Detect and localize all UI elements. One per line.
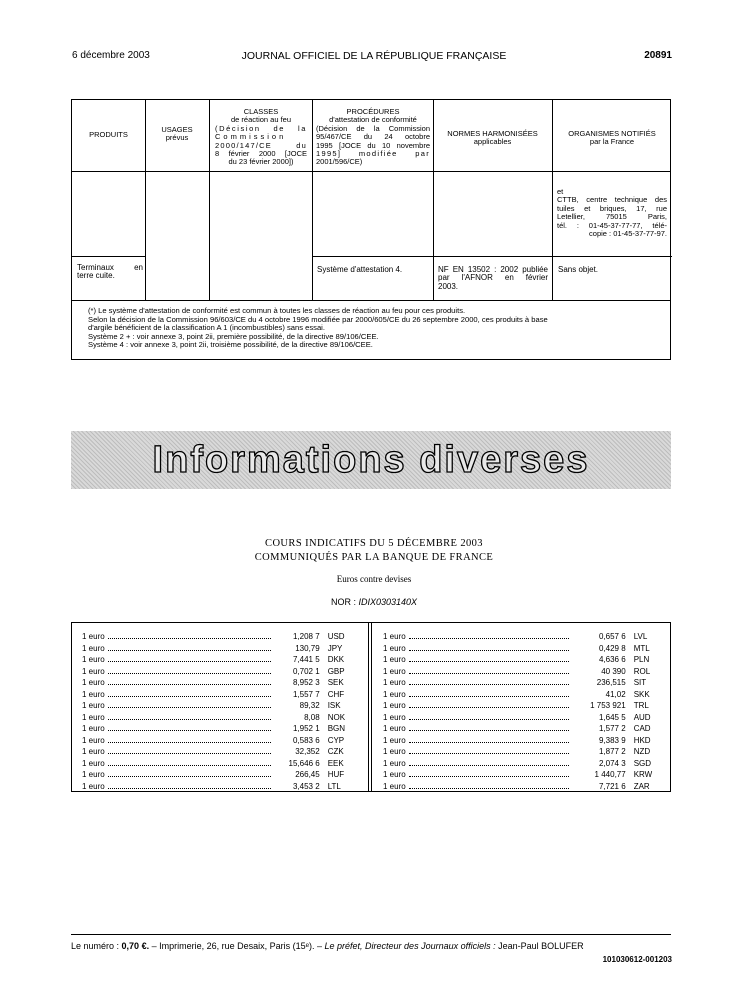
- rate-value: 9,383 9: [598, 735, 626, 745]
- rate-row: [383, 631, 667, 643]
- footer-prefet: Le préfet, Directeur des Journaux officiels :: [324, 941, 496, 951]
- rate-leader: [108, 738, 271, 743]
- header-procedures-line: 2001/596/CE): [316, 157, 363, 167]
- rate-currency: CZK: [327, 747, 344, 757]
- rate-label: 1 euro: [82, 632, 105, 642]
- rate-row: [82, 712, 364, 724]
- rate-label: 1 euro: [82, 643, 105, 653]
- rate-label: 1 euro: [383, 678, 406, 688]
- rate-row: [82, 735, 364, 747]
- rate-currency: SGD: [633, 758, 652, 768]
- header-classes: [215, 108, 307, 167]
- rate-leader: [409, 761, 569, 766]
- rate-leader: [108, 692, 271, 697]
- rate-value: 89,32: [299, 701, 320, 711]
- rate-value: 8,08: [304, 712, 320, 722]
- rates-divider: [368, 623, 369, 791]
- rate-value: 40 390: [601, 666, 626, 676]
- rate-currency: NOK: [327, 712, 346, 722]
- rate-leader: [108, 761, 271, 766]
- produit-terminaux: [77, 264, 143, 281]
- rate-currency: TRL: [633, 701, 649, 711]
- rate-currency: MTL: [633, 643, 650, 653]
- header-classes-line: CLASSES: [243, 107, 279, 116]
- rate-label: 1 euro: [383, 655, 406, 665]
- rate-value: 8,952 3: [292, 678, 320, 688]
- organisme-sans-objet: Sans objet.: [558, 265, 599, 274]
- rate-leader: [409, 703, 569, 708]
- rate-value: 1 753 921: [590, 701, 626, 711]
- rate-row: [82, 758, 364, 770]
- norme-nf-en-13502: [438, 266, 548, 291]
- header-produits: PRODUITS: [89, 130, 128, 140]
- rate-row: [383, 654, 667, 666]
- rate-value: 236,515: [596, 678, 626, 688]
- rate-currency: KRW: [633, 770, 653, 780]
- rate-currency: EEK: [327, 758, 344, 768]
- rate-label: 1 euro: [82, 678, 105, 688]
- rate-label: 1 euro: [383, 770, 406, 780]
- rate-currency: JPY: [327, 643, 343, 653]
- rate-row: [82, 643, 364, 655]
- rate-label: 1 euro: [82, 724, 105, 734]
- rate-currency: ISK: [327, 701, 341, 711]
- rate-value: 0,657 6: [598, 632, 626, 642]
- rate-leader: [108, 749, 271, 754]
- rate-row: [383, 758, 667, 770]
- organisme-cttb: [557, 188, 667, 238]
- produit-line: Terminaux en: [77, 263, 143, 272]
- rate-row: [383, 769, 667, 781]
- rate-row: [383, 735, 667, 747]
- rate-value: 4,636 6: [598, 655, 626, 665]
- rate-currency: CAD: [633, 724, 651, 734]
- rate-label: 1 euro: [82, 701, 105, 711]
- rate-label: 1 euro: [383, 643, 406, 653]
- header-procedures-line: 95/467/CE du 24 octobre: [316, 132, 430, 142]
- header-procedures: [316, 108, 430, 167]
- section-banner: [71, 431, 671, 489]
- rate-currency: SKK: [633, 689, 650, 699]
- rate-leader: [409, 772, 569, 777]
- rate-row: [82, 746, 364, 758]
- organisme-line: Letellier, 75015 Paris,: [557, 212, 667, 222]
- footer-imprint: [71, 941, 671, 951]
- rate-currency: AUD: [633, 712, 651, 722]
- table-notes: [88, 307, 664, 350]
- rate-leader: [108, 657, 271, 662]
- rate-currency: ROL: [633, 666, 651, 676]
- rate-label: 1 euro: [82, 781, 105, 791]
- rate-leader: [108, 715, 271, 720]
- rates-column-left: [82, 631, 364, 792]
- nor-code: IDIX0303140X: [358, 597, 418, 607]
- header-normes: [433, 130, 552, 147]
- organisme-line: tuiles et briques, 17, rue: [557, 203, 667, 213]
- procedure-systeme-4: Système d'attestation 4.: [317, 265, 403, 274]
- rate-value: 0,429 8: [598, 643, 626, 653]
- organisme-line: copie : 01-45-37-77-97.: [589, 229, 667, 239]
- rate-leader: [108, 784, 271, 789]
- rate-row: [82, 666, 364, 678]
- rate-value: 1,557 7: [292, 689, 320, 699]
- page-number: 20891: [644, 50, 672, 61]
- rate-value: 1,208 7: [292, 632, 320, 642]
- header-classes-line: Commission: [215, 132, 287, 142]
- rates-divider: [371, 623, 372, 791]
- rate-currency: NZD: [633, 747, 651, 757]
- rate-value: 32,352: [295, 747, 320, 757]
- rate-label: 1 euro: [383, 666, 406, 676]
- header-usages-label: USAGES: [161, 125, 193, 134]
- rate-value: 0,583 6: [292, 735, 320, 745]
- rate-leader: [409, 726, 569, 731]
- rate-leader: [108, 726, 271, 731]
- footer-rule: [71, 934, 671, 935]
- rate-label: 1 euro: [383, 735, 406, 745]
- journal-title: JOURNAL OFFICIEL DE LA RÉPUBLIQUE FRANÇAISE: [241, 50, 507, 62]
- organisme-line: et: [557, 187, 564, 196]
- rate-currency: DKK: [327, 655, 345, 665]
- rate-leader: [409, 715, 569, 720]
- note-line: Système 4 : voir annexe 3, point 2ii, troisième possibilité, de la directive 89/106/CEE.: [88, 340, 373, 350]
- rate-row: [383, 712, 667, 724]
- rate-row: [82, 723, 364, 735]
- rate-row: [82, 781, 364, 793]
- rate-value: 1,952 1: [292, 724, 320, 734]
- rate-leader: [108, 669, 271, 674]
- rate-leader: [409, 784, 569, 789]
- organisme-line: tél. : 01-45-37-77-77, télé-: [557, 220, 667, 230]
- rate-currency: CYP: [327, 735, 345, 745]
- header-procedures-line: 1995 [JOCE du 10 novembre: [316, 140, 430, 150]
- rate-row: [82, 654, 364, 666]
- rate-row: [383, 677, 667, 689]
- rate-label: 1 euro: [383, 689, 406, 699]
- header-classes-line: du 23 février 2000]): [228, 157, 294, 167]
- header-usages-sub: prévus: [165, 133, 189, 143]
- rate-value: 130,79: [295, 643, 320, 653]
- footer-numero-label: Le numéro :: [71, 941, 120, 951]
- rate-row: [82, 689, 364, 701]
- rate-value: 266,45: [295, 770, 320, 780]
- rate-leader: [108, 634, 271, 639]
- header-normes-sub: applicables: [473, 137, 512, 147]
- footer-code: 101030612-001203: [602, 955, 672, 964]
- rate-label: 1 euro: [383, 781, 406, 791]
- rate-label: 1 euro: [383, 701, 406, 711]
- rate-currency: BGN: [327, 724, 346, 734]
- rate-currency: CHF: [327, 689, 345, 699]
- rate-value: 1 440,77: [594, 770, 626, 780]
- footer-price: 0,70 €.: [121, 941, 150, 951]
- rate-label: 1 euro: [82, 735, 105, 745]
- header-classes-line: 2000/147/CE du: [215, 140, 307, 150]
- produit-line: terre cuite.: [77, 271, 115, 281]
- rate-row: [383, 781, 667, 793]
- cours-subtitle: COMMUNIQUÉS PAR LA BANQUE DE FRANCE: [254, 552, 494, 563]
- rate-currency: SEK: [327, 678, 344, 688]
- rate-label: 1 euro: [82, 712, 105, 722]
- row-divider: [72, 256, 145, 257]
- rate-label: 1 euro: [82, 666, 105, 676]
- rate-row: [82, 700, 364, 712]
- rate-currency: HUF: [327, 770, 345, 780]
- rate-leader: [108, 772, 271, 777]
- rate-currency: SIT: [633, 678, 647, 688]
- rate-value: 41,02: [605, 689, 626, 699]
- rate-label: 1 euro: [82, 747, 105, 757]
- rate-value: 15,646 6: [288, 758, 320, 768]
- rate-currency: USD: [327, 632, 345, 642]
- rate-label: 1 euro: [383, 712, 406, 722]
- nor-reference: [0, 597, 748, 607]
- rate-value: 1,577 2: [598, 724, 626, 734]
- rates-table: [71, 622, 671, 792]
- header-organismes-sub: par la France: [589, 137, 635, 147]
- rate-currency: HKD: [633, 735, 651, 745]
- rate-label: 1 euro: [82, 655, 105, 665]
- header-procedures-line: PROCÉDURES: [346, 107, 400, 116]
- rate-label: 1 euro: [383, 758, 406, 768]
- rate-value: 2,074 3: [598, 758, 626, 768]
- rate-label: 1 euro: [82, 689, 105, 699]
- row-divider: [72, 300, 670, 301]
- rate-leader: [409, 692, 569, 697]
- rate-label: 1 euro: [383, 632, 406, 642]
- note-line: (*) Le système d'attestation de conformité est commun à toutes les classes de réaction au feu pour ces produits.: [88, 306, 466, 315]
- header-procedures-line: 1995] modifiée par: [316, 149, 430, 159]
- rate-leader: [409, 634, 569, 639]
- rate-currency: GBP: [327, 666, 345, 676]
- rate-value: 1,645 5: [598, 712, 626, 722]
- row-divider: [72, 171, 670, 172]
- note-line: d'argile bénéficient de la classification A 1 (incombustibles) sans essai.: [88, 323, 325, 333]
- rate-currency: ZAR: [633, 781, 650, 791]
- rate-leader: [409, 749, 569, 754]
- note-line: Selon la décision de la Commission 96/603/CE du 4 octobre 1996 modifiée par 2000/605/CE du 26 septembre 2000, ces produits à base: [88, 314, 548, 324]
- rate-label: 1 euro: [82, 770, 105, 780]
- products-table: [71, 99, 671, 360]
- rate-row: [82, 677, 364, 689]
- header-procedures-line: (Décision de la Commission: [316, 123, 430, 133]
- header-date: 6 décembre 2003: [72, 50, 150, 61]
- nor-label: NOR :: [330, 597, 356, 607]
- rate-currency: PLN: [633, 655, 650, 665]
- organisme-line: CTTB, centre technique des: [557, 195, 667, 205]
- rate-leader: [108, 703, 271, 708]
- rate-leader: [409, 646, 569, 651]
- rate-currency: LVL: [633, 632, 648, 642]
- header-classes-line: de réaction au feu: [230, 115, 292, 125]
- header-usages: [145, 126, 209, 143]
- rate-label: 1 euro: [383, 747, 406, 757]
- rates-column-right: [383, 631, 667, 792]
- note-line: Système 2 + : voir annexe 3, point 2ii, première possibilité, de la directive 89/106/CEE.: [88, 331, 379, 341]
- rate-value: 7,441 5: [292, 655, 320, 665]
- column-divider: [209, 100, 210, 300]
- header-organismes: [552, 130, 672, 147]
- cours-title: COURS INDICATIFS DU 5 DÉCEMBRE 2003: [265, 538, 483, 549]
- rate-row: [383, 643, 667, 655]
- rate-leader: [409, 738, 569, 743]
- header-organismes-label: ORGANISMES NOTIFIÉS: [568, 129, 656, 138]
- norme-line: 2003.: [438, 281, 459, 291]
- rate-row: [383, 746, 667, 758]
- cours-caption: Euros contre devises: [336, 574, 412, 584]
- rate-value: 1,877 2: [598, 747, 626, 757]
- rate-leader: [409, 669, 569, 674]
- rate-label: 1 euro: [383, 724, 406, 734]
- rate-row: [82, 769, 364, 781]
- rate-leader: [409, 657, 569, 662]
- rate-leader: [108, 646, 271, 651]
- rate-row: [383, 689, 667, 701]
- rate-value: 0,702 1: [292, 666, 320, 676]
- header-normes-label: NORMES HARMONISÉES: [447, 129, 538, 138]
- rate-value: 3,453 2: [292, 781, 320, 791]
- footer-imprimerie: – Imprimerie, 26, rue Desaix, Paris (15ᵉ). –: [151, 941, 322, 951]
- rate-leader: [108, 680, 271, 685]
- header-classes-line: 8 février 2000 [JOCE: [215, 149, 307, 159]
- norme-line: NF EN 13502 : 2002 publiée: [438, 265, 548, 274]
- header-classes-line: (Décision de la: [215, 123, 307, 133]
- rate-currency: LTL: [327, 781, 341, 791]
- row-divider: [312, 256, 672, 257]
- rate-row: [383, 700, 667, 712]
- rate-leader: [409, 680, 569, 685]
- section-title: Informations diverses: [152, 438, 590, 481]
- rate-value: 7,721 6: [598, 781, 626, 791]
- rate-row: [383, 723, 667, 735]
- rate-label: 1 euro: [82, 758, 105, 768]
- rate-row: [383, 666, 667, 678]
- column-divider: [312, 100, 313, 300]
- header-procedures-line: d'attestation de conformité: [329, 115, 417, 125]
- norme-line: par l'AFNOR en février: [438, 273, 548, 283]
- footer-director: Jean-Paul BOLUFER: [498, 941, 584, 951]
- rate-row: [82, 631, 364, 643]
